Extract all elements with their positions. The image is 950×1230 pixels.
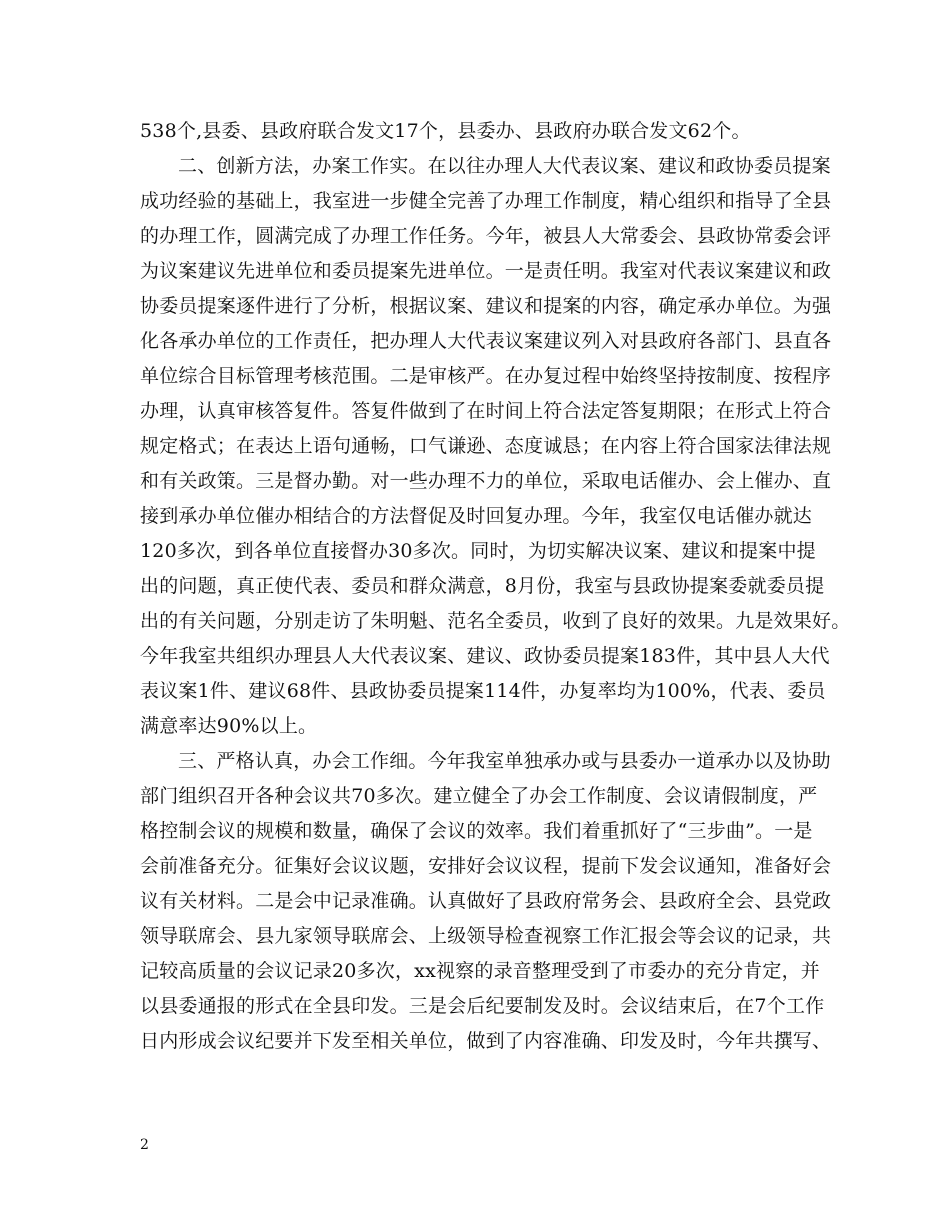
text-line: 议有关材料。二是会中记录准确。认真做好了县政府常务会、县政府全会、县党政 xyxy=(140,890,832,912)
text-line: 以县委通报的形式在全县印发。三是会后纪要制发及时。会议结束后，在7个工作 xyxy=(140,995,825,1017)
text-line: 三、严格认真，办会工作细。今年我室单独承办或与县委办一道承办以及协助 xyxy=(178,750,831,772)
text-line: 格控制会议的规模和数量，确保了会议的效率。我们着重抓好了“三步曲”。一是 xyxy=(140,820,813,842)
text-line: 记较高质量的会议记录20多次，xx视察的录音整理受到了市委办的充分肯定，并 xyxy=(140,960,821,982)
text-line: 二、创新方法，办案工作实。在以往办理人大代表议案、建议和政协委员提案 xyxy=(178,155,831,177)
text-line: 日内形成会议纪要并下发至相关单位，做到了内容准确、印发及时，今年共撰写、 xyxy=(140,1030,832,1052)
text-line: 化各承办单位的工作责任，把办理人大代表议案建议列入对县政府各部门、县直各 xyxy=(140,330,832,352)
text-line: 120多次，到各单位直接督办30多次。同时，为切实解决议案、建议和提案中提 xyxy=(140,540,816,562)
text-line: 会前准备充分。征集好会议议题，安排好会议议程，提前下发会议通知，准备好会 xyxy=(140,855,832,877)
text-line: 领导联席会、县九家领导联席会、上级领导检查视察工作汇报会等会议的记录，共 xyxy=(140,925,832,947)
text-line: 为议案建议先进单位和委员提案先进单位。一是责任明。我室对代表议案建议和政 xyxy=(140,260,832,282)
text-line: 单位综合目标管理考核范围。二是审核严。在办复过程中始终坚持按制度、按程序 xyxy=(140,365,832,387)
text-line: 办理，认真审核答复件。答复件做到了在时间上符合法定答复期限；在形式上符合 xyxy=(140,400,832,422)
text-line: 出的问题，真正使代表、委员和群众满意，8月份，我室与县政协提案委就委员提 xyxy=(140,575,825,597)
text-line: 和有关政策。三是督办勤。对一些办理不力的单位，采取电话催办、会上催办、直 xyxy=(140,470,832,492)
text-line: 出的有关问题，分别走访了朱明魁、范名全委员，收到了良好的效果。九是效果好。 xyxy=(140,610,851,632)
text-line: 今年我室共组织办理县人大代表议案、建议、政协委员提案183件，其中县人大代 xyxy=(140,645,830,667)
text-line: 表议案1件、建议68件、县政协委员提案114件，办复率均为100%，代表、委员 xyxy=(140,680,826,702)
text-line: 的办理工作，圆满完成了办理工作任务。今年，被县人大常委会、县政协常委会评 xyxy=(140,225,832,247)
text-line: 部门组织召开各种会议共70多次。建立健全了办会工作制度、会议请假制度，严 xyxy=(140,785,818,807)
text-line: 成功经验的基础上，我室进一步健全完善了办理工作制度，精心组织和指导了全县 xyxy=(140,190,832,212)
text-line: 规定格式；在表达上语句通畅，口气谦逊、态度诚恳；在内容上符合国家法律法规 xyxy=(140,435,832,457)
text-line: 538个,县委、县政府联合发文17个，县委办、县政府办联合发文62个。 xyxy=(140,120,751,142)
page-number: 2 xyxy=(140,1137,149,1153)
text-line: 协委员提案逐件进行了分析，根据议案、建议和提案的内容，确定承办单位。为强 xyxy=(140,295,832,317)
text-line: 满意率达90%以上。 xyxy=(140,715,318,737)
text-line: 接到承办单位催办相结合的方法督促及时回复办理。今年，我室仅电话催办就达 xyxy=(140,505,813,527)
